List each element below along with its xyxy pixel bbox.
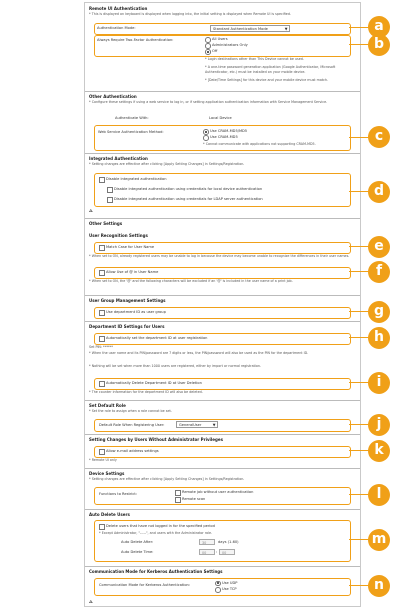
remote-ui-heading: Remote UI Authentication [89, 6, 148, 11]
web-cram-md5-md5-radio[interactable] [203, 129, 209, 135]
two-factor-note-3: * [Date/Time Settings] for this device and your mobile device must match. [205, 78, 329, 82]
other-settings-heading: Other Settings [89, 221, 123, 226]
disable-local-label: Disable integrated authentication using credentials for local device authentication [114, 187, 263, 191]
default-role-heading: Set Default Role [89, 403, 126, 408]
default-role-note: * Set the role to assign when a role cannot be set. [89, 409, 172, 413]
two-factor-note-2: * A one-time password generation application (Google Authenticator, Microsoft Authenticator, etc.) must be installed on your mobile device. [205, 65, 336, 74]
auth-mode-select[interactable]: Standard Authentication Mode ▼ [210, 25, 290, 32]
callout-badge-l: l [368, 484, 390, 506]
callout-leader-c [349, 137, 369, 138]
chevron-down-icon: ▼ [284, 26, 288, 31]
allow-at-label: Allow Use of @ in User Name [106, 270, 159, 274]
group-mgmt-heading: User Group Management Settings [89, 298, 166, 303]
divider [85, 468, 360, 469]
default-role-label: Default Role When Registering User: [99, 423, 165, 427]
disable-integrated-label: Disable integrated authentication [106, 177, 167, 181]
callout-badge-e: e [368, 236, 390, 258]
callout-leader-l [349, 494, 369, 495]
web-method-note: * Cannot communicate with applications not supporting CRAM-MD5. [203, 142, 316, 146]
callout-badge-f: f [368, 261, 390, 283]
divider [85, 566, 360, 567]
auto-delete-dept-label: Automatically Delete Department ID at User Deletion [106, 381, 202, 385]
auto-delete-time-label: Auto Delete Time: [121, 550, 154, 554]
callout-leader-g [349, 311, 369, 312]
callout-leader-f [349, 271, 369, 272]
callout-badge-b: b [368, 34, 390, 56]
match-case-label: Match Case for User Name [106, 245, 155, 249]
two-factor-label: Always Require Two-Factor Authentication: [97, 38, 174, 42]
default-role-select[interactable]: GeneralUser ▼ [176, 421, 218, 428]
auto-set-note-1: Set PIN: ****** [89, 345, 113, 349]
divider [85, 153, 360, 154]
callout-leader-b [349, 44, 369, 45]
callout-badge-d: d [368, 181, 390, 203]
remote-scan-label: Remote scan [182, 496, 206, 501]
callout-leader-n [349, 585, 369, 586]
callout-leader-i [349, 382, 369, 383]
remote-ui-note: * This is displayed on keyboard is displayed when logging into, the initial setting is displayed when Remote UI is specified. [89, 12, 291, 16]
allow-email-checkbox[interactable] [99, 449, 105, 455]
time-separator: : [216, 550, 218, 554]
callout-badge-c: c [368, 126, 390, 148]
callout-badge-k: k [368, 440, 390, 462]
callout-leader-k [349, 450, 369, 451]
collapse-toggle-icon[interactable]: ⩟ [89, 207, 93, 214]
auto-delete-after-label: Auto Delete After: [121, 540, 154, 544]
allow-email-label: Allow e-mail address settings [106, 449, 159, 453]
web-cram-md5-radio[interactable] [203, 135, 209, 141]
callout-badge-n: n [368, 575, 390, 597]
callout-leader-j [349, 424, 369, 425]
divider [85, 400, 360, 401]
auto-set-dept-checkbox[interactable] [99, 336, 105, 342]
disable-ldap-checkbox[interactable] [107, 197, 113, 203]
device-settings-heading: Device Settings [89, 471, 125, 476]
device-settings-note: * Setting changes are effective after clicking [Apply Setting Changes] in Settings/Registration. [89, 477, 245, 481]
auto-delete-dept-note: * The counter information for the department ID will also be deleted. [89, 390, 203, 394]
callout-leader-a [349, 27, 369, 28]
remote-scan-checkbox[interactable] [175, 497, 181, 503]
settings-pane [84, 2, 361, 607]
web-cram-md5-label: Use CRAM-MD5 [210, 135, 238, 139]
divider [85, 321, 360, 322]
kerberos-heading: Communication Mode for Kerberos Authentication Settings [89, 569, 223, 574]
web-cram-md5-md5-label: Use CRAM-MD5/MD5 [210, 129, 248, 133]
divider [85, 434, 360, 435]
use-dept-label: Use department ID as user group [106, 310, 166, 314]
kerberos-label: Communication Mode for Kerberos Authentication: [99, 583, 191, 587]
remote-job-checkbox[interactable] [175, 490, 181, 496]
allow-at-note: * When set to ON, the '@' and the following characters will be excluded if an '@' is included in the user name of a print job. [89, 279, 293, 283]
callout-badge-j: j [368, 414, 390, 436]
non-admin-heading: Setting Changes by Users Without Administrator Privileges [89, 437, 223, 442]
two-factor-all-label: All Users [212, 37, 228, 41]
divider [85, 295, 360, 296]
chevron-down-icon: ▼ [212, 423, 216, 427]
two-factor-admin-radio[interactable] [205, 43, 211, 49]
kerberos-tcp-label: Use TCP [222, 587, 237, 591]
delete-users-note: * Except Administrator, "-----", and users with the Administrator role. [99, 531, 213, 535]
two-factor-note-1: * Login destinations other than This Device cannot be used. [205, 57, 304, 61]
non-admin-note: * Remote UI only [89, 458, 117, 462]
delete-users-label: Delete users that have not logged in for the specified period [106, 524, 215, 528]
auto-delete-users-heading: Auto Delete Users [89, 512, 130, 517]
callout-badge-g: g [368, 301, 390, 323]
disable-integrated-checkbox[interactable] [99, 177, 105, 183]
callout-leader-m [349, 539, 369, 540]
remote-job-label: Remote job without user authentication [182, 490, 254, 494]
auto-delete-after-unit: days (1-60) [218, 540, 239, 544]
web-method-label: Web Service Authentication Method: [98, 130, 164, 134]
callout-badge-m: m [368, 529, 390, 551]
auto-delete-minute-input[interactable]: 00 [219, 549, 235, 555]
auto-delete-hour-input[interactable]: 00 [199, 549, 215, 555]
auth-with-label: Authenticate With: [115, 116, 149, 120]
disable-ldap-label: Disable integrated authentication using credentials for LDAP server authentication [114, 197, 263, 201]
kerberos-tcp-radio[interactable] [215, 587, 221, 593]
match-case-note: * When set to ON, already registered users may be unable to log in because the device may become unable to recognize the differences in their user names. [89, 254, 350, 258]
callout-leader-h [349, 337, 369, 338]
match-case-checkbox[interactable] [99, 245, 105, 251]
functions-restrict-label: Functions to Restrict: [99, 492, 137, 496]
callout-badge-i: i [368, 372, 390, 394]
auto-delete-after-input[interactable]: 30 [199, 539, 215, 545]
integrated-note: * Setting changes are effective after clicking [Apply Setting Changes] in Settings/Registration. [89, 162, 245, 166]
two-factor-admin-label: Administrators Only [212, 43, 248, 47]
auth-mode-label: Authentication Mode: [97, 26, 136, 30]
auto-set-note-3: * Nothing will be set when more than 1000 users are registered, either by import or normal registration. [89, 364, 262, 368]
auto-set-note-2: * When the user name and its PIN/password are 7 digits or less, the PIN/password will also be used as the PIN for the department ID. [89, 351, 309, 355]
auth-with-value: Local Device [209, 116, 232, 120]
other-auth-heading: Other Authentication [89, 94, 137, 99]
collapse-toggle-icon[interactable]: ⩟ [89, 598, 93, 605]
divider [85, 91, 360, 92]
divider [85, 509, 360, 510]
user-recognition-heading: User Recognition Settings [89, 233, 148, 238]
callout-leader-d [349, 191, 369, 192]
auto-set-dept-label: Automatically set the department ID at user registration [106, 336, 208, 340]
callout-leader-e [349, 246, 369, 247]
auto-delete-dept-checkbox[interactable] [99, 381, 105, 387]
divider [85, 218, 360, 219]
two-factor-off-radio[interactable] [205, 49, 211, 55]
delete-users-checkbox[interactable] [99, 524, 105, 530]
allow-at-checkbox[interactable] [99, 270, 105, 276]
use-dept-checkbox[interactable] [99, 310, 105, 316]
callout-badge-h: h [368, 327, 390, 349]
integrated-heading: Integrated Authentication [89, 156, 148, 161]
kerberos-udp-radio[interactable] [215, 581, 221, 587]
callout-badge-a: a [368, 16, 390, 38]
dept-id-heading: Department ID Settings for Users [89, 324, 165, 329]
two-factor-all-radio[interactable] [205, 37, 211, 43]
kerberos-udp-label: Use UDP [222, 580, 238, 585]
disable-local-checkbox[interactable] [107, 187, 113, 193]
two-factor-off-label: Off [212, 49, 218, 53]
other-auth-note: * Configure these settings if using a web service to log in, or if setting application authentication information with Service Management Service. [89, 100, 328, 104]
